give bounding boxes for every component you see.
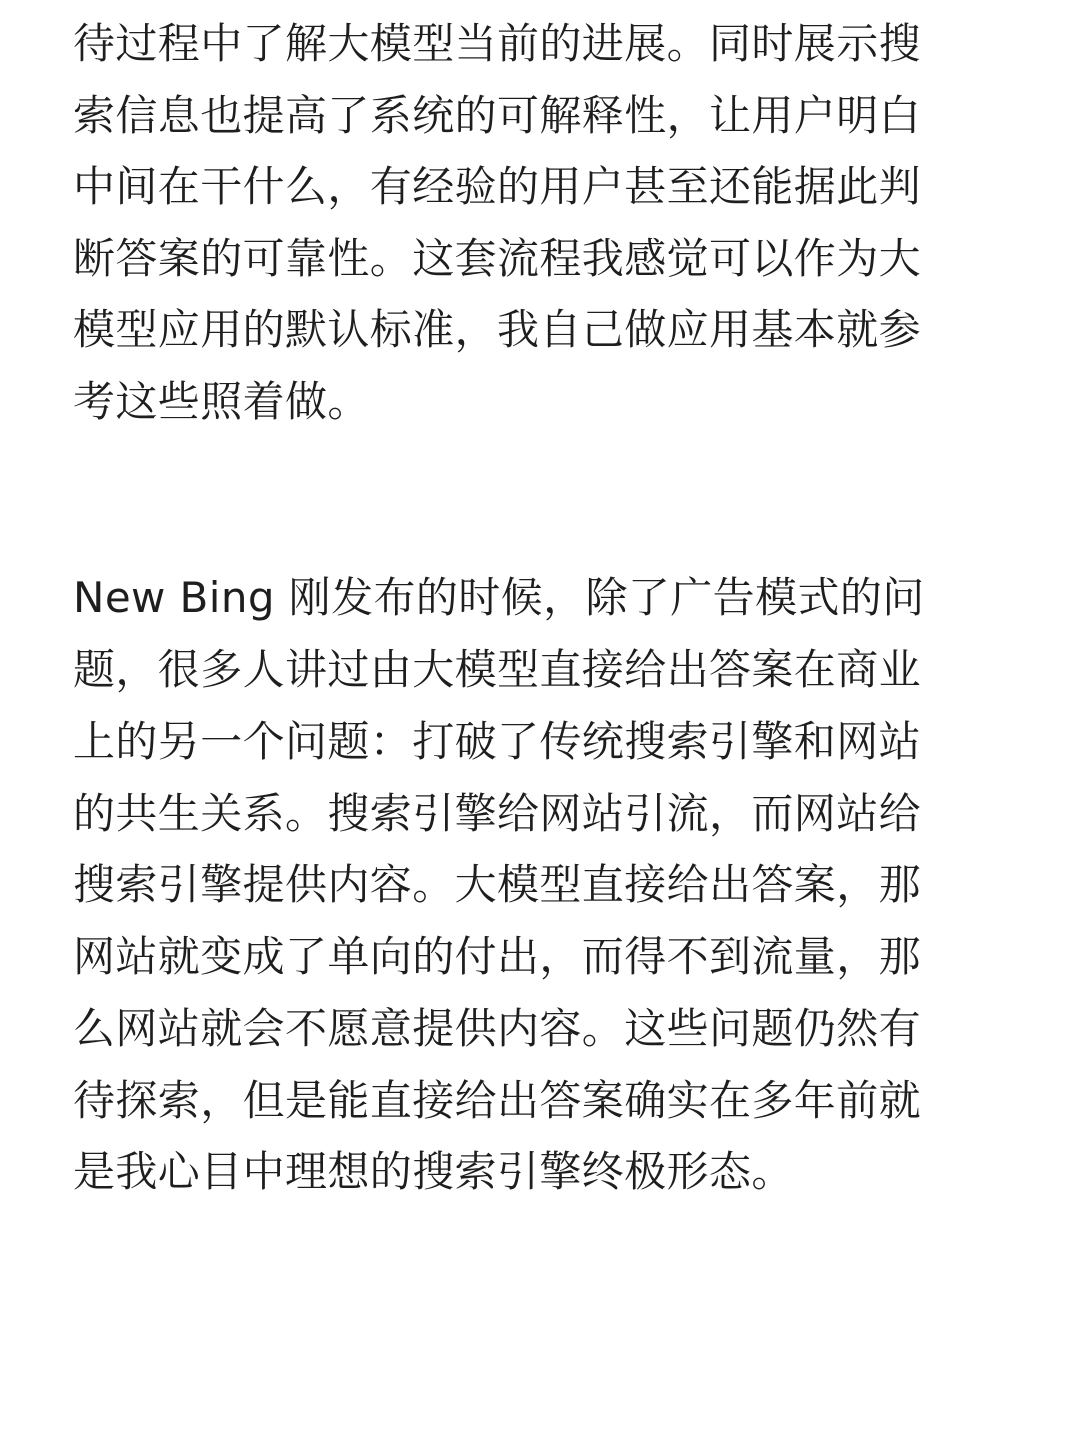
paragraph-2-line: 的共生关系。搜索引擎给网站引流，而网站给 (73, 789, 922, 838)
paragraph-2-line: 网站就变成了单向的付出，而得不到流量，那 (73, 932, 922, 981)
paragraph-1-line: 考这些照着做。 (73, 377, 370, 426)
paragraph-2-line: 是我心目中理想的搜索引擎终极形态。 (73, 1147, 794, 1196)
paragraph-1-line: 中间在干什么，有经验的用户甚至还能据此判 (73, 162, 922, 211)
paragraph-2-line: 么网站就会不愿意提供内容。这些问题仍然有 (73, 1004, 922, 1053)
paragraph-1-line: 待过程中了解大模型当前的进展。同时展示搜 (73, 19, 922, 68)
paragraph-2-line: New Bing 刚发布的时候，除了广告模式的问 (73, 573, 925, 622)
paragraph-2-line: 搜索引擎提供内容。大模型直接给出答案，那 (73, 860, 922, 909)
paragraph-1-line: 索信息也提高了系统的可解释性，让用户明白 (73, 91, 922, 140)
paragraph-2-line: 题，很多人讲过由大模型直接给出答案在商业 (73, 645, 922, 694)
paragraph-1-line: 模型应用的默认标准，我自己做应用基本就参 (73, 305, 922, 354)
paragraph-1-line: 断答案的可靠性。这套流程我感觉可以作为大 (73, 234, 922, 283)
paragraph-2-line: 待探索，但是能直接给出答案确实在多年前就 (73, 1076, 922, 1125)
paragraph-2-line: 上的另一个问题：打破了传统搜索引擎和网站 (73, 717, 922, 766)
